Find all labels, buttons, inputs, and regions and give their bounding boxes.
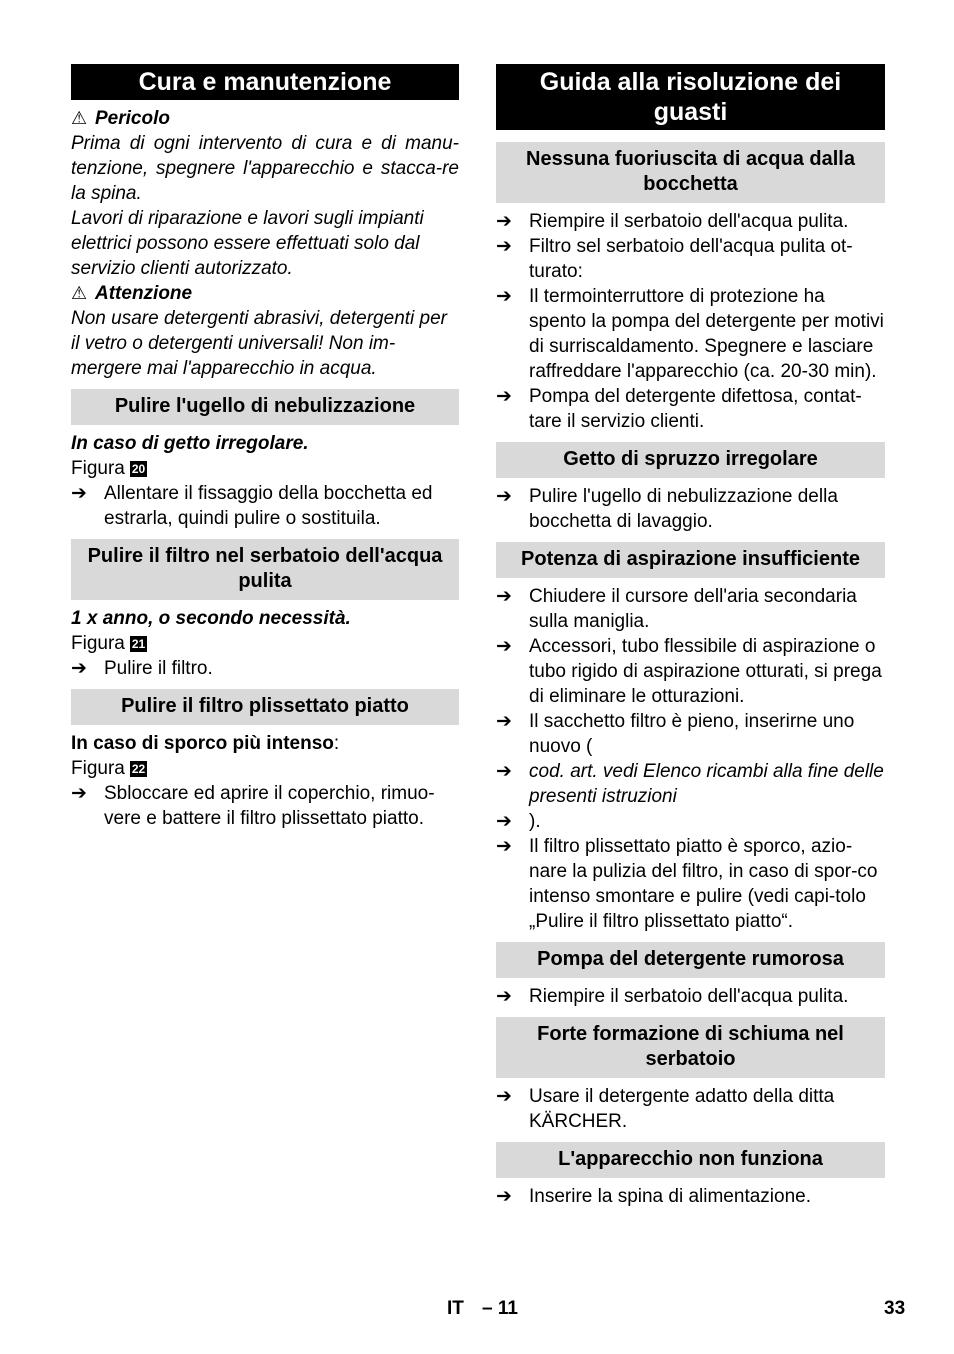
list-item: ➔ Riempire il serbatoio dell'acqua pulita.	[496, 211, 849, 232]
figure-reference: Figura 22	[71, 758, 146, 779]
section-note: In caso di sporco più intenso:	[71, 733, 340, 754]
subsection-heading: Nessuna fuoriuscita di acqua dalla bocchetta	[496, 142, 885, 203]
footer-language: IT	[447, 1298, 464, 1319]
figure-number-badge: 21	[131, 637, 146, 651]
danger-text: Prima di ogni intervento di cura e di manu-tenzione, spegnere l'apparecchio e stacca-re la spina.	[71, 133, 459, 204]
arrow-right-icon: ➔	[496, 486, 512, 507]
list-item: ➔ Il termointerruttore di protezione ha spento la pompa del detergente per motivi di surriscaldamento. Spegnere e lasciare raffreddare l'apparecchio (ca. 20-30 min).	[496, 286, 884, 382]
arrow-right-icon: ➔	[496, 836, 512, 857]
list-item: ➔ Il sacchetto filtro è pieno, inserirne uno nuovo (	[496, 711, 855, 757]
arrow-right-icon: ➔	[496, 1186, 512, 1207]
danger-heading	[71, 106, 459, 131]
list-item: ➔ Il filtro plissettato piatto è sporco, azio-nare la pulizia del filtro, in caso di spor-co intenso smontare e pulire (vedi capi-tolo „Pulire il filtro plissettato piatto“.	[496, 836, 878, 932]
section-title-maintenance: Cura e manutenzione	[71, 64, 459, 100]
caution-label: Attenzione	[95, 283, 193, 304]
subsection-heading: Pompa del detergente rumorosa	[496, 942, 885, 978]
list-item: ➔ Pulire l'ugello di nebulizzazione della bocchetta di lavaggio.	[496, 486, 838, 532]
list-item: ➔ Pompa del detergente difettosa, contat-tare il servizio clienti.	[496, 386, 862, 432]
caution-heading	[71, 281, 459, 306]
section-note: In caso di getto irregolare.	[71, 433, 309, 454]
subsection-heading: Pulire il filtro plissettato piatto	[71, 689, 459, 725]
danger-text-2: Lavori di riparazione e lavori sugli impianti elettrici possono essere effettuati solo dal servizio clienti autorizzato.	[71, 208, 424, 279]
subsection-heading: L'apparecchio non funziona	[496, 1142, 885, 1178]
arrow-right-icon: ➔	[71, 483, 87, 504]
list-item: ➔ Filtro sel serbatoio dell'acqua pulita ot-turato:	[496, 236, 853, 282]
footer-section-page: – 11	[482, 1298, 518, 1319]
figure-number-badge: 22	[131, 762, 146, 776]
figure-reference: Figura 20	[71, 458, 146, 479]
list-item: ➔ Riempire il serbatoio dell'acqua pulita.	[496, 986, 849, 1007]
list-item: ➔ Accessori, tubo flessibile di aspirazione o tubo rigido di aspirazione otturati, si prega di eliminare le otturazioni.	[496, 636, 882, 707]
subsection-heading: Potenza di aspirazione insufficiente	[496, 542, 885, 578]
warning-triangle-icon: ⚠	[71, 283, 88, 303]
warning-triangle-icon: ⚠	[71, 108, 88, 128]
list-item: ➔ Allentare il fissaggio della bocchetta ed estrarla, quindi pulire o sostituila.	[71, 483, 433, 529]
arrow-right-icon: ➔	[496, 211, 512, 232]
figure-number-badge: 20	[131, 462, 146, 476]
caution-text: Non usare detergenti abrasivi, detergenti per il vetro o detergenti universali! Non im-mergere mai l'apparecchio in acqua.	[71, 308, 448, 379]
list-item: ➔ Chiudere il cursore dell'aria secondaria sulla maniglia.	[496, 586, 857, 632]
arrow-right-icon: ➔	[496, 986, 512, 1007]
list-item: ➔ Pulire il filtro.	[71, 658, 213, 679]
arrow-right-icon: ➔	[496, 386, 512, 407]
list-item: ➔ cod. art. vedi Elenco ricambi alla fine delle presenti istruzioni	[496, 761, 884, 807]
page-number: 33	[884, 1298, 906, 1319]
arrow-right-icon: ➔	[496, 1086, 512, 1107]
section-note: 1 x anno, o secondo necessità.	[71, 608, 351, 629]
list-item: ➔ Inserire la spina di alimentazione.	[496, 1186, 811, 1207]
arrow-right-icon: ➔	[496, 236, 512, 257]
subsection-heading: Pulire il filtro nel serbatoio dell'acqua pulita	[71, 539, 459, 600]
left-column	[71, 64, 459, 831]
arrow-right-icon: ➔	[71, 658, 87, 679]
arrow-right-icon: ➔	[496, 761, 512, 782]
arrow-right-icon: ➔	[496, 811, 512, 832]
arrow-right-icon: ➔	[496, 586, 512, 607]
subsection-heading: Pulire l'ugello di nebulizzazione	[71, 389, 459, 425]
list-item: ➔ Sbloccare ed aprire il coperchio, rimuo-vere e battere il filtro plissettato piatto.	[71, 783, 435, 829]
section-title-troubleshooting: Guida alla risoluzione dei guasti	[496, 64, 885, 130]
subsection-heading: Getto di spruzzo irregolare	[496, 442, 885, 478]
arrow-right-icon: ➔	[496, 286, 512, 307]
list-item: ➔ ).	[496, 811, 541, 832]
right-column	[496, 64, 885, 1209]
arrow-right-icon: ➔	[496, 636, 512, 657]
arrow-right-icon: ➔	[71, 783, 87, 804]
figure-reference: Figura 21	[71, 633, 146, 654]
list-item: ➔ Usare il detergente adatto della ditta KÄRCHER.	[496, 1086, 835, 1132]
arrow-right-icon: ➔	[496, 711, 512, 732]
danger-label: Pericolo	[95, 108, 170, 129]
subsection-heading: Forte formazione di schiuma nel serbatoio	[496, 1017, 885, 1078]
